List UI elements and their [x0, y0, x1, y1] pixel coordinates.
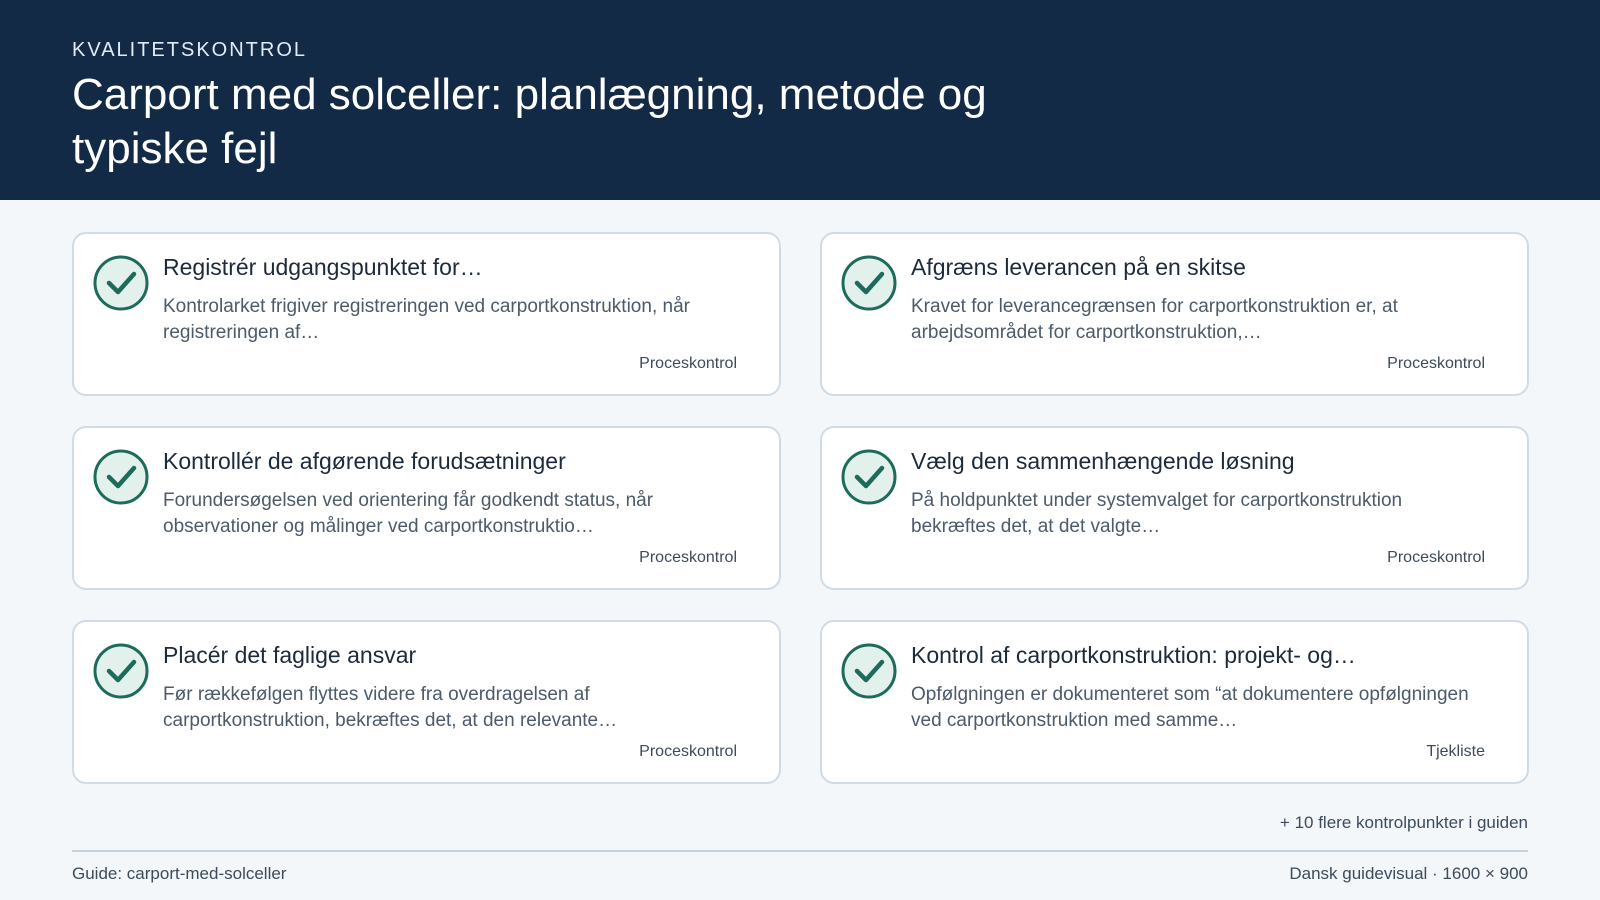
card-tag: Proceskontrol [639, 743, 737, 760]
check-circle-icon [840, 642, 898, 700]
check-circle-icon [840, 254, 898, 312]
check-circle-icon [92, 254, 150, 312]
card-description: Opfølgningen er dokumenteret som “at dokumentere opfølgningen ved carportkonstruktion med samme… [911, 684, 1469, 731]
card-tag: Proceskontrol [639, 355, 737, 372]
card-tag: Tjekliste [1426, 743, 1485, 760]
card-description: Kontrolarket frigiver registreringen ved carportkonstruktion, når registreringen af… [163, 296, 690, 343]
check-circle-icon [840, 448, 898, 506]
eyebrow-label: KVALITETSKONTROL [72, 39, 308, 61]
card-title: Placér det faglige ansvar [163, 642, 417, 668]
card-tag: Proceskontrol [1387, 549, 1485, 566]
page-title: Carport med solceller: planlægning, metode og typiske fejl [72, 70, 987, 173]
card-description: Forundersøgelsen ved orientering får godkendt status, når observationer og målinger ved carportkonstruktio… [163, 490, 654, 537]
checkpoint-card [72, 620, 781, 784]
checkpoint-card [72, 426, 781, 590]
card-title: Kontrol af carportkonstruktion: projekt- og… [911, 642, 1356, 668]
card-title: Registrér udgangspunktet for… [163, 254, 483, 280]
checkpoint-card [820, 232, 1529, 396]
footer-divider [72, 850, 1528, 852]
checkpoint-grid [72, 232, 1529, 784]
checkpoint-card [72, 232, 781, 396]
check-circle-icon [92, 642, 150, 700]
card-description: På holdpunktet under systemvalget for carportkonstruktion bekræftes det, at det valgte… [911, 490, 1403, 537]
page-header [0, 0, 1600, 200]
check-circle-icon [92, 448, 150, 506]
card-title: Vælg den sammenhængende løsning [911, 448, 1295, 474]
checkpoint-card [820, 620, 1529, 784]
footer-credit: Dansk guidevisual · 1600 × 900 [1289, 864, 1528, 883]
card-tag: Proceskontrol [1387, 355, 1485, 372]
card-title: Afgræns leverancen på en skitse [911, 254, 1246, 280]
card-title: Kontrollér de afgørende forudsætninger [163, 448, 566, 474]
card-tag: Proceskontrol [639, 549, 737, 566]
more-checkpoints-note: + 10 flere kontrolpunkter i guiden [1279, 813, 1528, 832]
footer-guide-label: Guide: carport-med-solceller [72, 864, 287, 883]
checkpoint-card [820, 426, 1529, 590]
card-description: Før rækkefølgen flyttes videre fra overdragelsen af carportkonstruktion, bekræftes det, at den relevante… [163, 684, 618, 731]
card-description: Kravet for leverancegrænsen for carportkonstruktion er, at arbejdsområdet for carportkonstruktion,… [911, 296, 1398, 343]
